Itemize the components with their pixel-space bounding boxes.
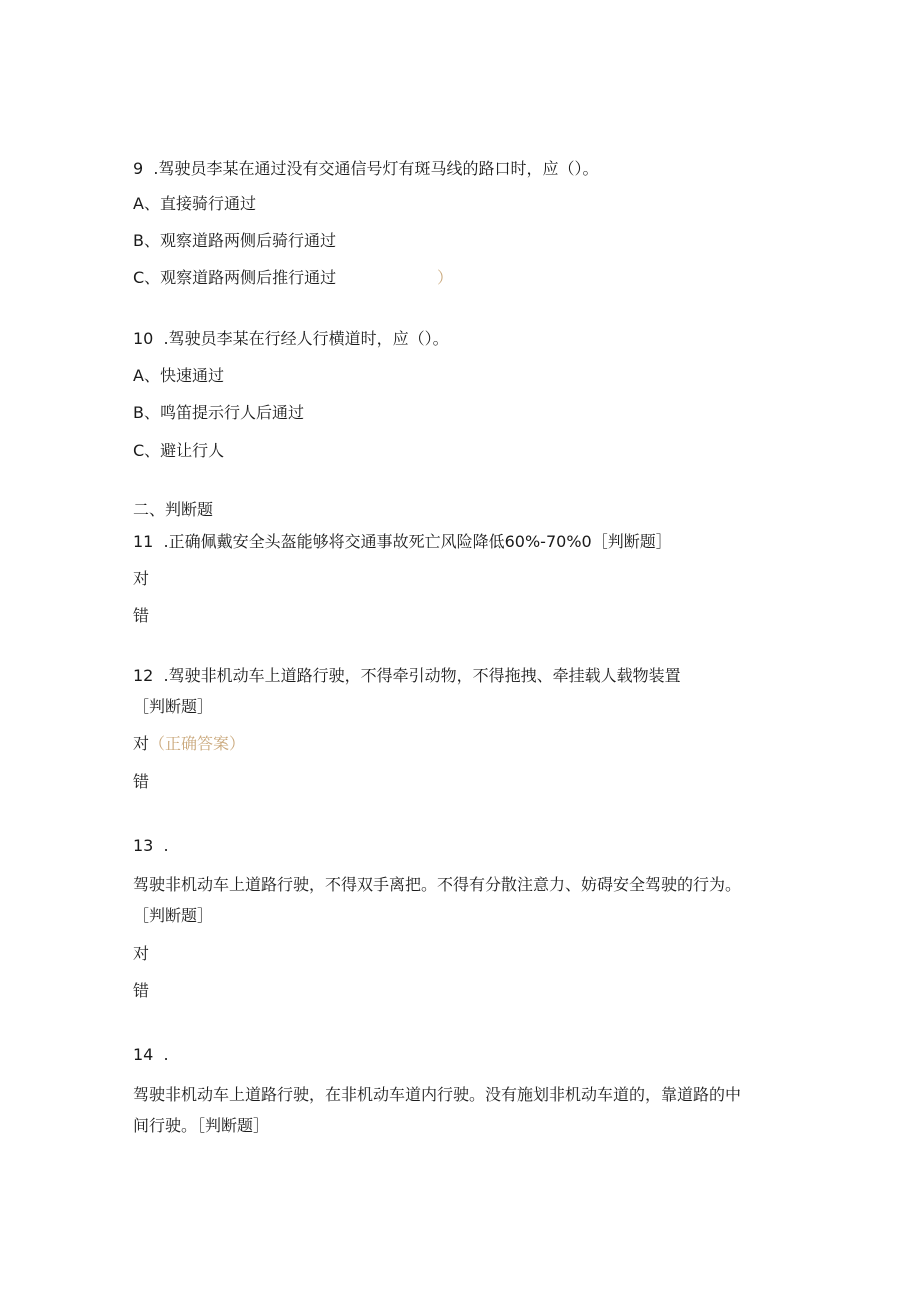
question-9-option-a: A、直接骑行通过 <box>133 194 256 213</box>
question-11-true: 对 <box>133 569 150 588</box>
question-10-stem: 10 .驾驶员李某在行经人行横道时，应（）。 <box>133 329 449 348</box>
question-9-stem: 9 .驾驶员李某在通过没有交通信号灯有斑马线的路口时，应（）。 <box>133 159 599 178</box>
question-12-answer-note: （正确答案） <box>149 734 246 753</box>
question-13-stem-line2: ［判断题］ <box>133 906 214 925</box>
question-12-stem-line2: ［判断题］ <box>133 697 214 716</box>
question-13-false: 错 <box>133 981 150 1000</box>
question-12-true-label: 对 <box>133 734 150 753</box>
question-13-true: 对 <box>133 944 150 963</box>
question-14-number: 14 . <box>133 1045 169 1064</box>
question-14-stem-line1: 驾驶非机动车上道路行驶，在非机动车道内行驶。没有施划非机动车道的，靠道路的中 <box>133 1085 742 1104</box>
question-9-answer-mark: ） <box>437 268 454 287</box>
question-12-false: 错 <box>133 772 150 791</box>
question-11-stem: 11 .正确佩戴安全头盔能够将交通事故死亡风险降低60%-70%0［判断题］ <box>133 532 672 551</box>
question-10-option-c: C、避让行人 <box>133 441 225 460</box>
question-13-number: 13 . <box>133 836 169 855</box>
question-9-option-c: C、观察道路两侧后推行通过 <box>133 268 337 287</box>
question-12-stem-line1: 12 .驾驶非机动车上道路行驶，不得牵引动物，不得拖拽、牵挂载人载物装置 <box>133 666 681 685</box>
question-10-option-a: A、快速通过 <box>133 366 224 385</box>
question-9-option-b: B、观察道路两侧后骑行通过 <box>133 231 336 250</box>
question-14-stem-line2: 间行驶。［判断题］ <box>133 1116 270 1135</box>
section-title: 二、判断题 <box>133 500 214 519</box>
question-12-true <box>133 733 245 755</box>
question-10-option-b: B、鸣笛提示行人后通过 <box>133 403 304 422</box>
question-13-stem-line1: 驾驶非机动车上道路行驶，不得双手离把。不得有分散注意力、妨碍安全驾驶的行为。 <box>133 875 742 894</box>
question-11-false: 错 <box>133 606 150 625</box>
